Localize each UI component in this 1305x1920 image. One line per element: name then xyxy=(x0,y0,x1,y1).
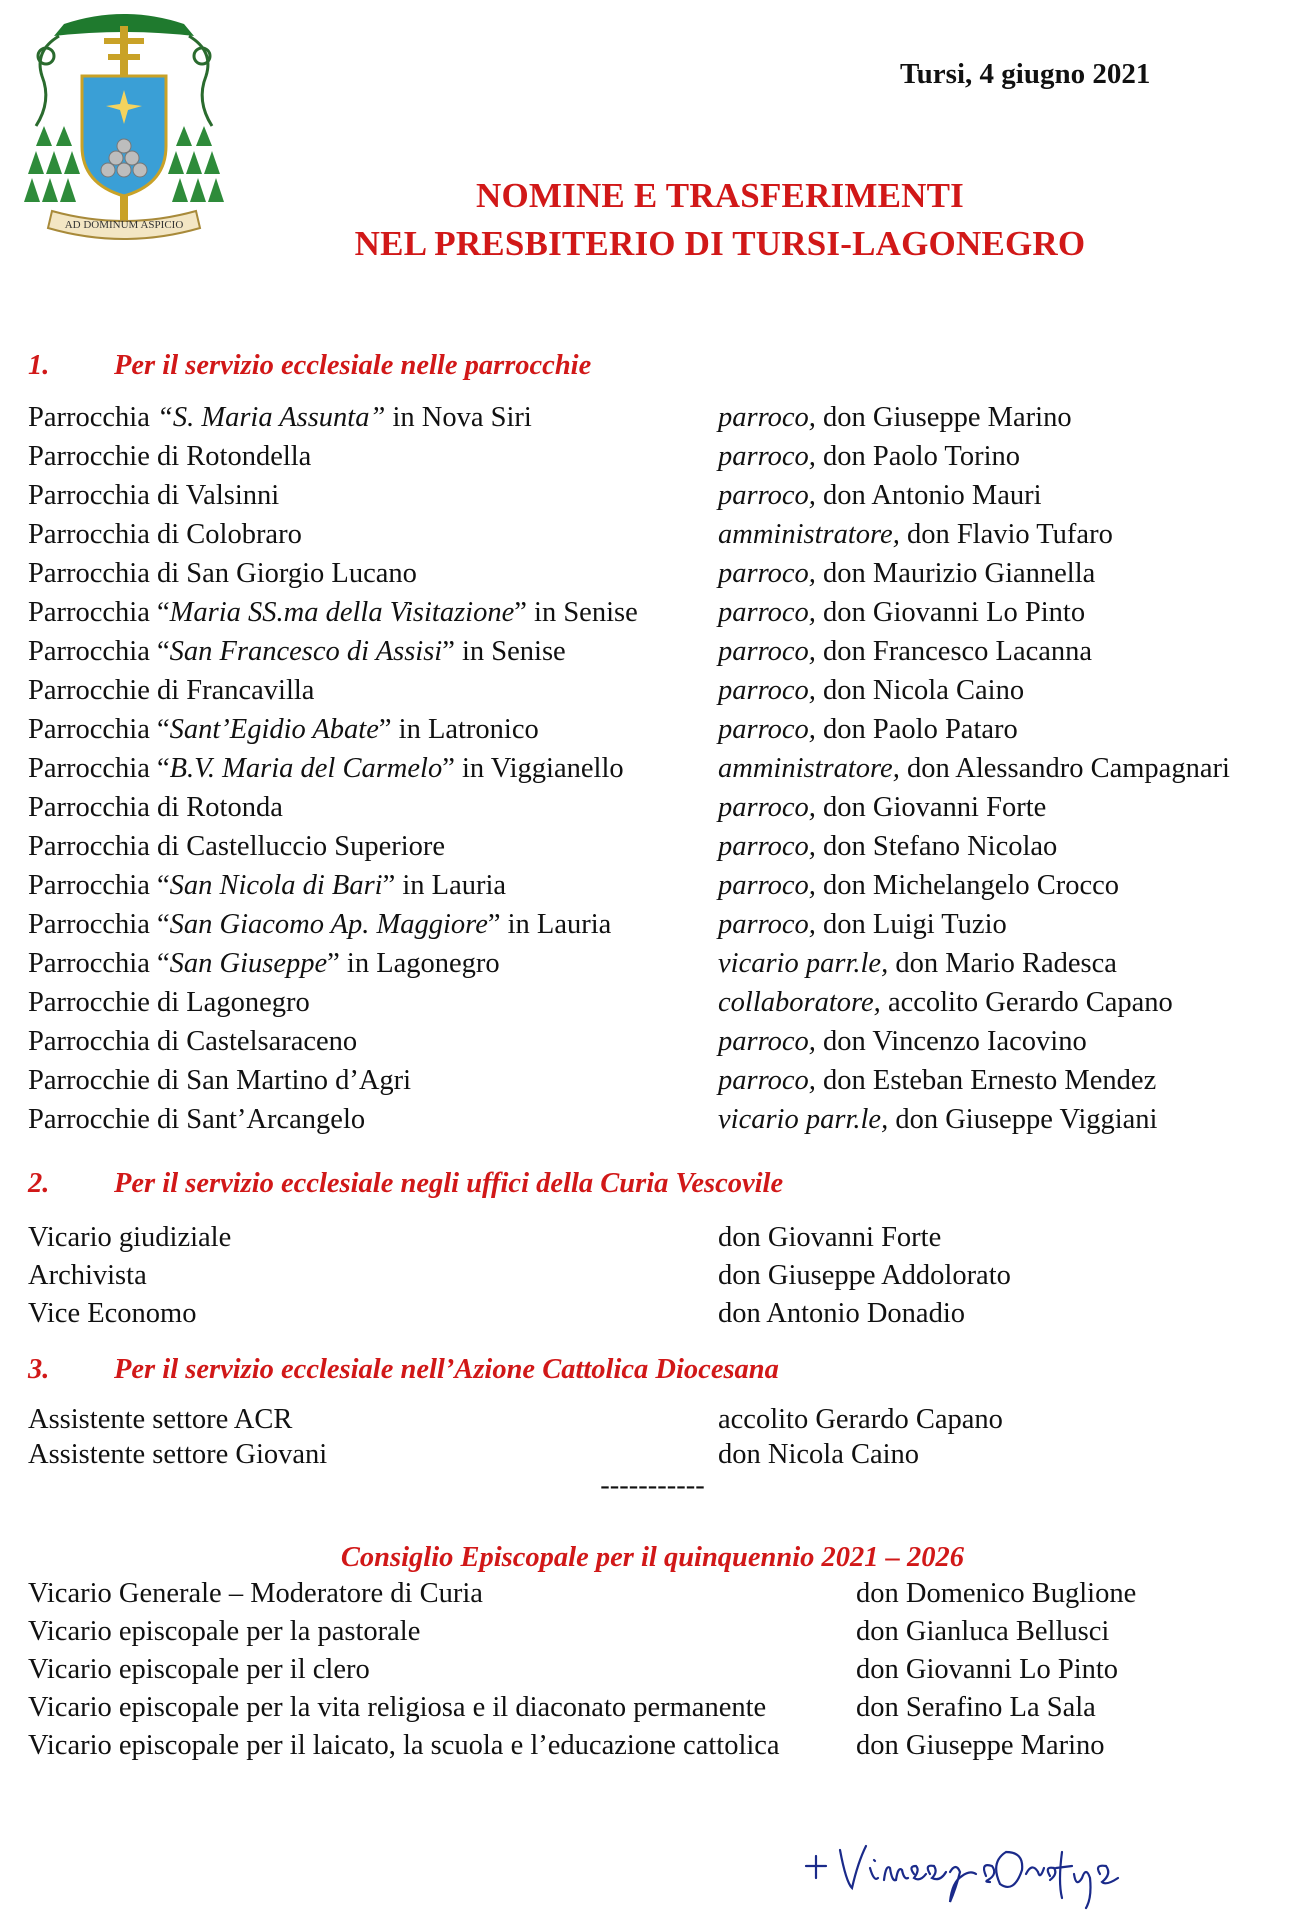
appointment-row xyxy=(28,870,1278,909)
office-title: Vicario episcopale per la vita religiosa e il diaconato permanente xyxy=(28,1692,767,1723)
parish-or-office xyxy=(28,870,506,902)
section-number: 2. xyxy=(28,1168,50,1199)
appointment-row xyxy=(28,987,1278,1026)
role-title: parroco, xyxy=(718,636,816,667)
person-name: don Alessandro Campagnari xyxy=(899,753,1230,784)
parish-or-office xyxy=(28,1104,365,1136)
parish-name: San Giacomo Ap. Maggiore xyxy=(169,909,488,940)
appointment-row xyxy=(28,519,1278,558)
label-text: Parrocchia di San Giorgio Lucano xyxy=(28,558,417,589)
parish-or-office xyxy=(28,714,539,746)
person-name: accolito Gerardo Capano xyxy=(718,1404,1003,1435)
appointment-row xyxy=(28,1222,1278,1260)
label-text: Parrocchia di Castelluccio Superiore xyxy=(28,831,446,862)
label-text: ” in Viggianello xyxy=(442,753,624,784)
person-name: don Vincenzo Iacovino xyxy=(815,1026,1087,1057)
council-row xyxy=(28,1654,1278,1692)
appointment-row xyxy=(28,909,1278,948)
section-3-heading xyxy=(28,1354,779,1386)
section-1-list xyxy=(28,402,1278,1143)
label-text: Parrocchie di Rotondella xyxy=(28,441,312,472)
label-text: Assistente settore ACR xyxy=(28,1404,293,1435)
appointee xyxy=(718,1439,919,1471)
council-row xyxy=(28,1616,1278,1654)
person-name: don Gianluca Bellusci xyxy=(856,1616,1110,1647)
parish-or-office xyxy=(28,948,500,980)
appointee xyxy=(718,714,1018,746)
appointee xyxy=(718,987,1173,1019)
parish-or-office xyxy=(28,597,638,629)
appointment-row xyxy=(28,714,1278,753)
section-number: 3. xyxy=(28,1354,50,1385)
parish-or-office xyxy=(28,519,302,551)
label-text: Parrocchia “ xyxy=(28,870,170,901)
label-text: Parrocchia “ xyxy=(28,753,170,784)
appointee xyxy=(718,1404,1003,1436)
label-text: Parrocchia xyxy=(28,402,157,433)
parish-or-office xyxy=(28,480,279,512)
label-text: Parrocchia di Castelsaraceno xyxy=(28,1026,358,1057)
appointment-row xyxy=(28,831,1278,870)
label-text: ” in Lauria xyxy=(382,870,507,901)
person-name: don Serafino La Sala xyxy=(856,1692,1096,1723)
appointee xyxy=(718,1298,965,1330)
role-title: parroco, xyxy=(718,1026,816,1057)
label-text: Archivista xyxy=(28,1260,147,1291)
person-name: accolito Gerardo Capano xyxy=(880,987,1173,1018)
appointee xyxy=(718,597,1085,629)
appointment-row xyxy=(28,948,1278,987)
document-title-line1: NOMINE E TRASFERIMENTI xyxy=(476,176,964,215)
person-name: don Luigi Tuzio xyxy=(815,909,1007,940)
document-title-line2: NEL PRESBITERIO DI TURSI-LAGONEGRO xyxy=(354,224,1086,263)
appointment-row xyxy=(28,636,1278,675)
appointee xyxy=(718,831,1057,863)
office-title: Vicario Generale – Moderatore di Curia xyxy=(28,1578,483,1609)
person-name: don Mario Radesca xyxy=(888,948,1117,979)
parish-or-office xyxy=(28,636,566,668)
parish-or-office xyxy=(28,1260,147,1292)
role-title: amministratore, xyxy=(718,753,900,784)
section-title: Per il servizio ecclesiale nelle parrocchie xyxy=(114,350,592,381)
bishop-signature xyxy=(800,1822,1160,1912)
office-title: Vicario episcopale per la pastorale xyxy=(28,1616,421,1647)
appointee xyxy=(718,519,1113,551)
parish-or-office xyxy=(28,792,283,824)
label-text: Parrocchia “ xyxy=(28,909,170,940)
appointment-row xyxy=(28,753,1278,792)
appointment-row xyxy=(28,1298,1278,1336)
person-name: don Giovanni Forte xyxy=(815,792,1047,823)
section-title: Per il servizio ecclesiale negli uffici della Curia Vescovile xyxy=(114,1168,784,1199)
person-name: don Giovanni Lo Pinto xyxy=(856,1654,1119,1685)
parish-or-office xyxy=(28,987,310,1019)
parish-or-office xyxy=(28,402,532,434)
label-text: ” in Senise xyxy=(442,636,566,667)
parish-name: San Nicola di Bari xyxy=(169,870,383,901)
person-name: don Antonio Donadio xyxy=(718,1298,965,1329)
parish-name: San Giuseppe xyxy=(169,948,328,979)
role-title: parroco, xyxy=(718,441,816,472)
appointee xyxy=(718,402,1072,434)
parish-or-office xyxy=(28,831,445,863)
label-text: Vice Economo xyxy=(28,1298,197,1329)
label-text: Parrocchie di Francavilla xyxy=(28,675,315,706)
parish-or-office xyxy=(28,1439,327,1471)
person-name: don Nicola Caino xyxy=(718,1439,920,1470)
person-name: don Giuseppe Marino xyxy=(856,1730,1105,1761)
section-number: 1. xyxy=(28,350,50,381)
person-name: don Flavio Tufaro xyxy=(899,519,1113,550)
role-title: parroco, xyxy=(718,597,816,628)
person-name: don Giovanni Forte xyxy=(718,1222,942,1253)
person-name: don Giovanni Lo Pinto xyxy=(815,597,1086,628)
appointment-row xyxy=(28,1439,1278,1474)
person-name: don Giuseppe Addolorato xyxy=(718,1260,1011,1291)
appointee xyxy=(718,441,1020,473)
section-2-heading xyxy=(28,1168,783,1200)
appointee xyxy=(718,1026,1087,1058)
appointee xyxy=(718,636,1092,668)
person-name: don Nicola Caino xyxy=(815,675,1025,706)
separator-line: ----------- xyxy=(600,1470,705,1501)
parish-name: San Francesco di Assisi xyxy=(169,636,443,667)
appointment-row xyxy=(28,1026,1278,1065)
appointee xyxy=(718,1104,1157,1136)
role-title: parroco, xyxy=(718,558,816,589)
role-title: parroco, xyxy=(718,792,816,823)
label-text: Assistente settore Giovani xyxy=(28,1439,328,1470)
parish-or-office xyxy=(28,1222,231,1254)
label-text: in Nova Siri xyxy=(385,402,532,433)
parish-or-office xyxy=(28,1026,357,1058)
label-text: Vicario giudiziale xyxy=(28,1222,232,1253)
consiglio-heading: Consiglio Episcopale per il quinquennio 2021 – 2026 xyxy=(340,1542,965,1573)
section-3-list xyxy=(28,1404,1278,1474)
section-title: Per il servizio ecclesiale nell’Azione Cattolica Diocesana xyxy=(114,1354,779,1385)
appointee xyxy=(718,675,1024,707)
label-text: Parrocchia “ xyxy=(28,948,170,979)
role-title: parroco, xyxy=(718,870,816,901)
label-text: Parrocchia di Colobraro xyxy=(28,519,302,550)
label-text: Parrocchia “ xyxy=(28,636,170,667)
role-title: parroco, xyxy=(718,675,816,706)
person-name: don Domenico Buglione xyxy=(856,1578,1137,1609)
person-name: don Giuseppe Viggiani xyxy=(888,1104,1158,1135)
parish-or-office xyxy=(28,1404,292,1436)
crest-motto: AD DOMINUM ASPICIO xyxy=(64,219,184,231)
label-text: Parrocchie di San Martino d’Agri xyxy=(28,1065,412,1096)
section-1-heading xyxy=(28,350,591,382)
consiglio-list xyxy=(28,1578,1278,1768)
role-title: parroco, xyxy=(718,831,816,862)
person-name: don Maurizio Giannella xyxy=(815,558,1096,589)
role-title: collaboratore, xyxy=(718,987,881,1018)
council-row xyxy=(28,1578,1278,1616)
label-text: Parrocchia “ xyxy=(28,714,170,745)
person-name: don Esteban Ernesto Mendez xyxy=(815,1065,1157,1096)
parish-or-office xyxy=(28,675,314,707)
section-2-list xyxy=(28,1222,1278,1336)
label-text: Parrocchia “ xyxy=(28,597,170,628)
parish-or-office xyxy=(28,441,311,473)
person-name: don Antonio Mauri xyxy=(815,480,1042,511)
role-title: vicario parr.le, xyxy=(718,1104,889,1135)
appointment-row xyxy=(28,1104,1278,1143)
council-row xyxy=(28,1692,1278,1730)
appointment-row xyxy=(28,441,1278,480)
appointment-row xyxy=(28,1260,1278,1298)
role-title: amministratore, xyxy=(718,519,900,550)
appointee xyxy=(718,480,1042,512)
appointee xyxy=(718,909,1007,941)
person-name: don Paolo Pataro xyxy=(815,714,1018,745)
appointee xyxy=(718,870,1119,902)
appointee xyxy=(718,1260,1011,1292)
person-name: don Paolo Torino xyxy=(815,441,1021,472)
person-name: don Francesco Lacanna xyxy=(815,636,1093,667)
appointee xyxy=(718,558,1095,590)
appointment-row xyxy=(28,480,1278,519)
appointee xyxy=(718,1222,941,1254)
parish-or-office xyxy=(28,1298,196,1330)
parish-or-office xyxy=(28,909,611,941)
office-title: Vicario episcopale per il laicato, la scuola e l’educazione cattolica xyxy=(28,1730,780,1761)
appointment-row xyxy=(28,792,1278,831)
role-title: parroco, xyxy=(718,480,816,511)
parish-name: Sant’Egidio Abate xyxy=(169,714,379,745)
parish-or-office xyxy=(28,1065,411,1097)
role-title: parroco, xyxy=(718,1065,816,1096)
appointee xyxy=(718,948,1117,980)
label-text: Parrocchia di Valsinni xyxy=(28,480,280,511)
label-text: Parrocchie di Sant’Arcangelo xyxy=(28,1104,366,1135)
council-row xyxy=(28,1730,1278,1768)
parish-name: “S. Maria Assunta” xyxy=(156,402,386,433)
parish-or-office xyxy=(28,753,624,785)
appointment-row xyxy=(28,597,1278,636)
person-name: don Stefano Nicolao xyxy=(815,831,1058,862)
label-text: ” in Latronico xyxy=(378,714,539,745)
label-text: ” in Lauria xyxy=(487,909,612,940)
role-title: vicario parr.le, xyxy=(718,948,889,979)
appointee xyxy=(718,792,1046,824)
document-date: Tursi, 4 giugno 2021 xyxy=(900,58,1151,90)
appointee xyxy=(718,1065,1156,1097)
appointment-row xyxy=(28,402,1278,441)
parish-or-office xyxy=(28,558,417,590)
parish-name: Maria SS.ma della Visitazione xyxy=(169,597,515,628)
role-title: parroco, xyxy=(718,714,816,745)
office-title: Vicario episcopale per il clero xyxy=(28,1654,370,1685)
person-name: don Giuseppe Marino xyxy=(815,402,1072,433)
parish-name: B.V. Maria del Carmelo xyxy=(169,753,443,784)
role-title: parroco, xyxy=(718,909,816,940)
label-text: Parrocchie di Lagonegro xyxy=(28,987,310,1018)
appointment-row xyxy=(28,558,1278,597)
label-text: ” in Senise xyxy=(514,597,638,628)
appointee xyxy=(718,753,1230,785)
person-name: don Michelangelo Crocco xyxy=(815,870,1120,901)
appointment-row xyxy=(28,675,1278,714)
role-title: parroco, xyxy=(718,402,816,433)
label-text: ” in Lagonegro xyxy=(327,948,500,979)
appointment-row xyxy=(28,1404,1278,1439)
label-text: Parrocchia di Rotonda xyxy=(28,792,283,823)
appointment-row xyxy=(28,1065,1278,1104)
